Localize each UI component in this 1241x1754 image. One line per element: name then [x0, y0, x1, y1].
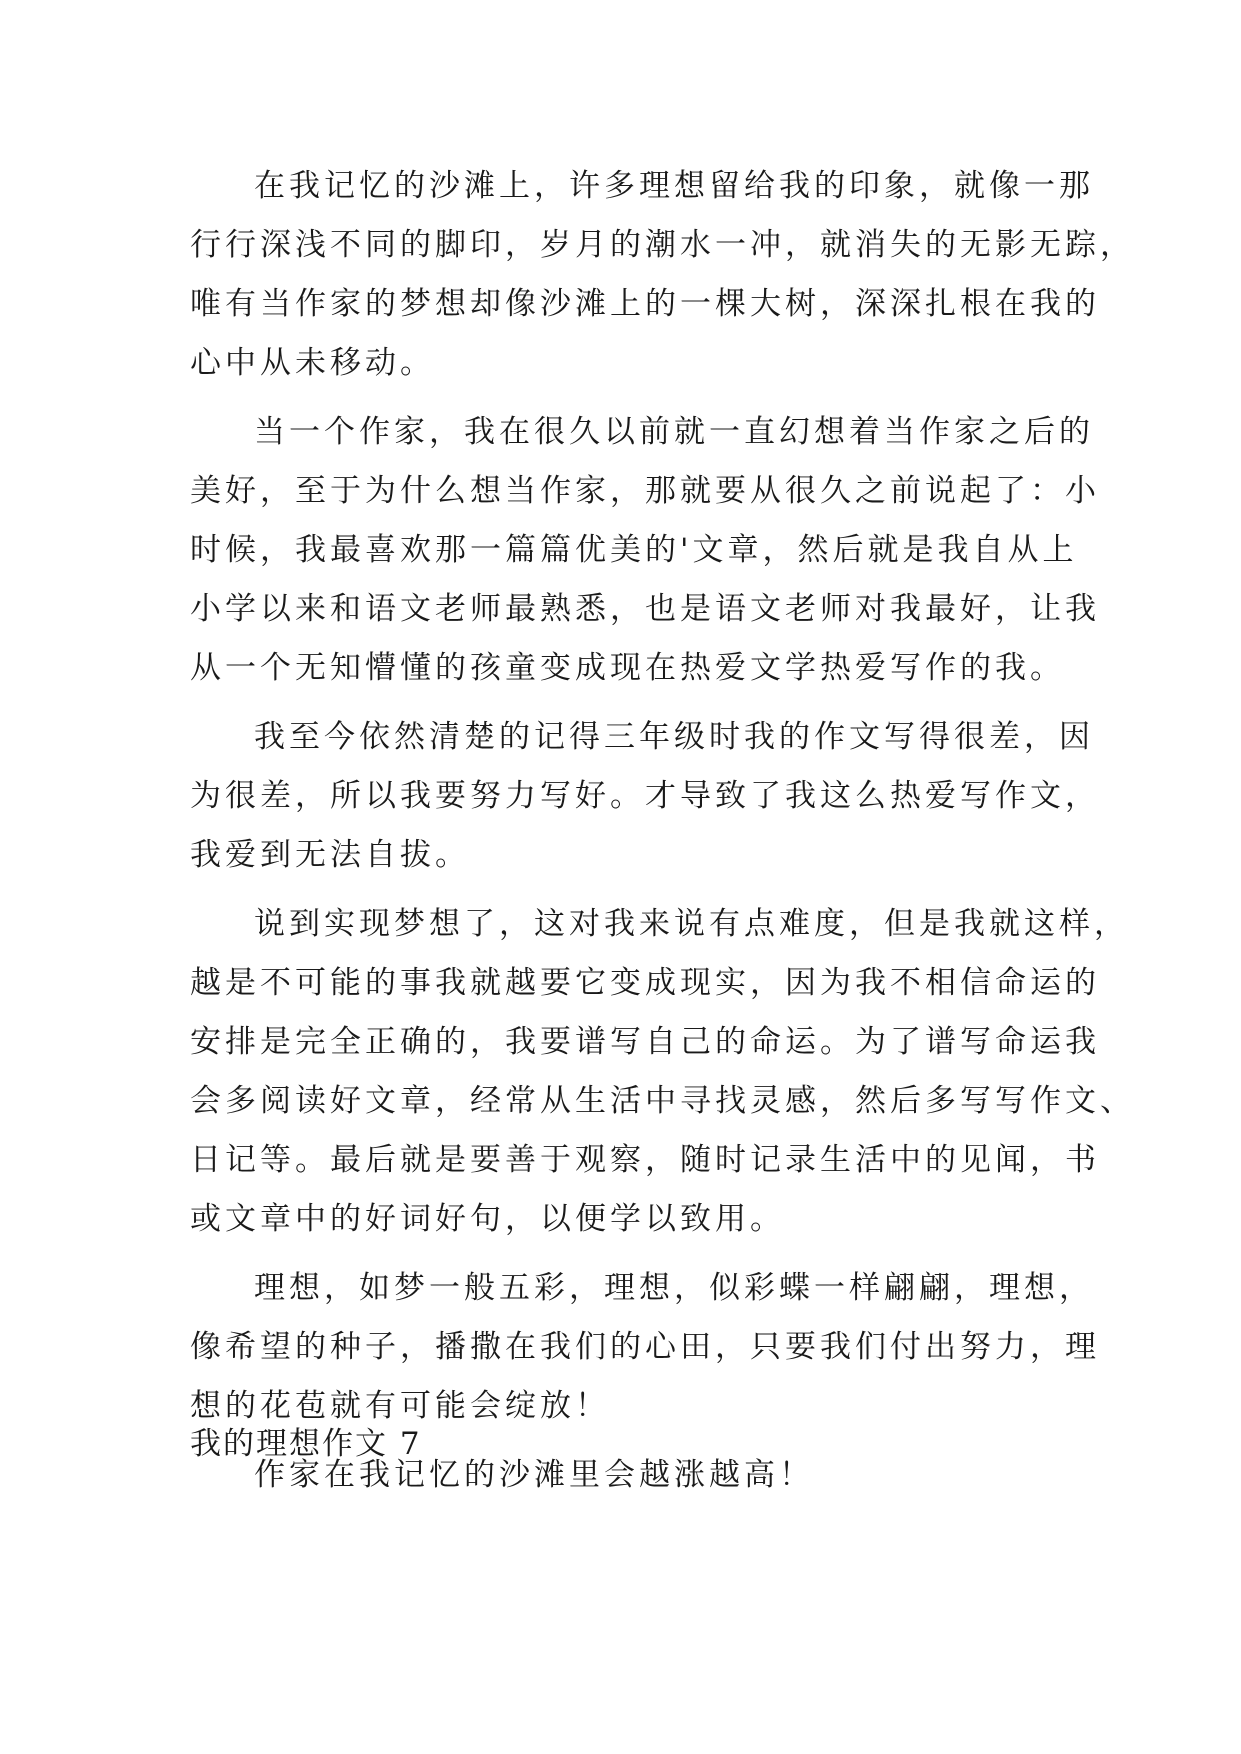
paragraph-line: 小学以来和语文老师最熟悉，也是语文老师对我最好，让我: [190, 591, 1100, 627]
paragraph-line: 我至今依然清楚的记得三年级时我的作文写得很差，因: [254, 719, 1094, 755]
paragraph-line: 说到实现梦想了，这对我来说有点难度，但是我就这样，: [254, 906, 1129, 942]
paragraph-line: 越是不可能的事我就越要它变成现实，因为我不相信命运的: [190, 965, 1100, 1001]
paragraph-line: 想的花苞就有可能会绽放！: [190, 1388, 610, 1424]
paragraph-3: [190, 708, 1100, 885]
paragraph-line: 理想，如梦一般五彩，理想，似彩蝶一样翩翩，理想，: [254, 1270, 1094, 1306]
paragraph-line: 安排是完全正确的，我要谱写自己的命运。为了谱写命运我: [190, 1024, 1100, 1060]
paragraph-line: 唯有当作家的梦想却像沙滩上的一棵大树，深深扎根在我的: [190, 286, 1100, 322]
paragraph-line: 心中从未移动。: [190, 345, 435, 381]
paragraph-4: [190, 895, 1135, 1249]
paragraph-line: 从一个无知懵懂的孩童变成现在热爱文学热爱写作的我。: [190, 650, 1065, 686]
paragraph-line: 或文章中的好词好句，以便学以致用。: [190, 1201, 785, 1237]
paragraph-1: [190, 157, 1135, 393]
paragraph-line: 在我记忆的沙滩上，许多理想留给我的印象，就像一那: [254, 168, 1094, 204]
paragraph-line: 我爱到无法自拔。: [190, 837, 470, 873]
paragraph-line: 为很差，所以我要努力写好。才导致了我这么热爱写作文，: [190, 778, 1100, 814]
paragraph-line: 作家在我记忆的沙滩里会越涨越高！: [254, 1457, 814, 1493]
paragraph-line: 像希望的种子，播撒在我们的心田，只要我们付出努力，理: [190, 1329, 1100, 1365]
paragraph-line: 美好，至于为什么想当作家，那就要从很久之前说起了：小: [190, 473, 1100, 509]
paragraph-5: [190, 1259, 1100, 1436]
paragraph-line: 日记等。最后就是要善于观察，随时记录生活中的见闻，书: [190, 1142, 1100, 1178]
paragraph-2: [190, 403, 1100, 698]
essay-body: [190, 157, 1135, 1515]
paragraph-line: 当一个作家，我在很久以前就一直幻想着当作家之后的: [254, 414, 1094, 450]
section-heading: 我的理想作文 7: [190, 1426, 422, 1462]
paragraph-line: 时候，我最喜欢那一篇篇优美的'文章，然后就是我自从上: [190, 532, 1078, 568]
paragraph-line: 会多阅读好文章，经常从生活中寻找灵感，然后多写写作文、: [190, 1083, 1135, 1119]
paragraph-line: 行行深浅不同的脚印，岁月的潮水一冲，就消失的无影无踪，: [190, 227, 1135, 263]
